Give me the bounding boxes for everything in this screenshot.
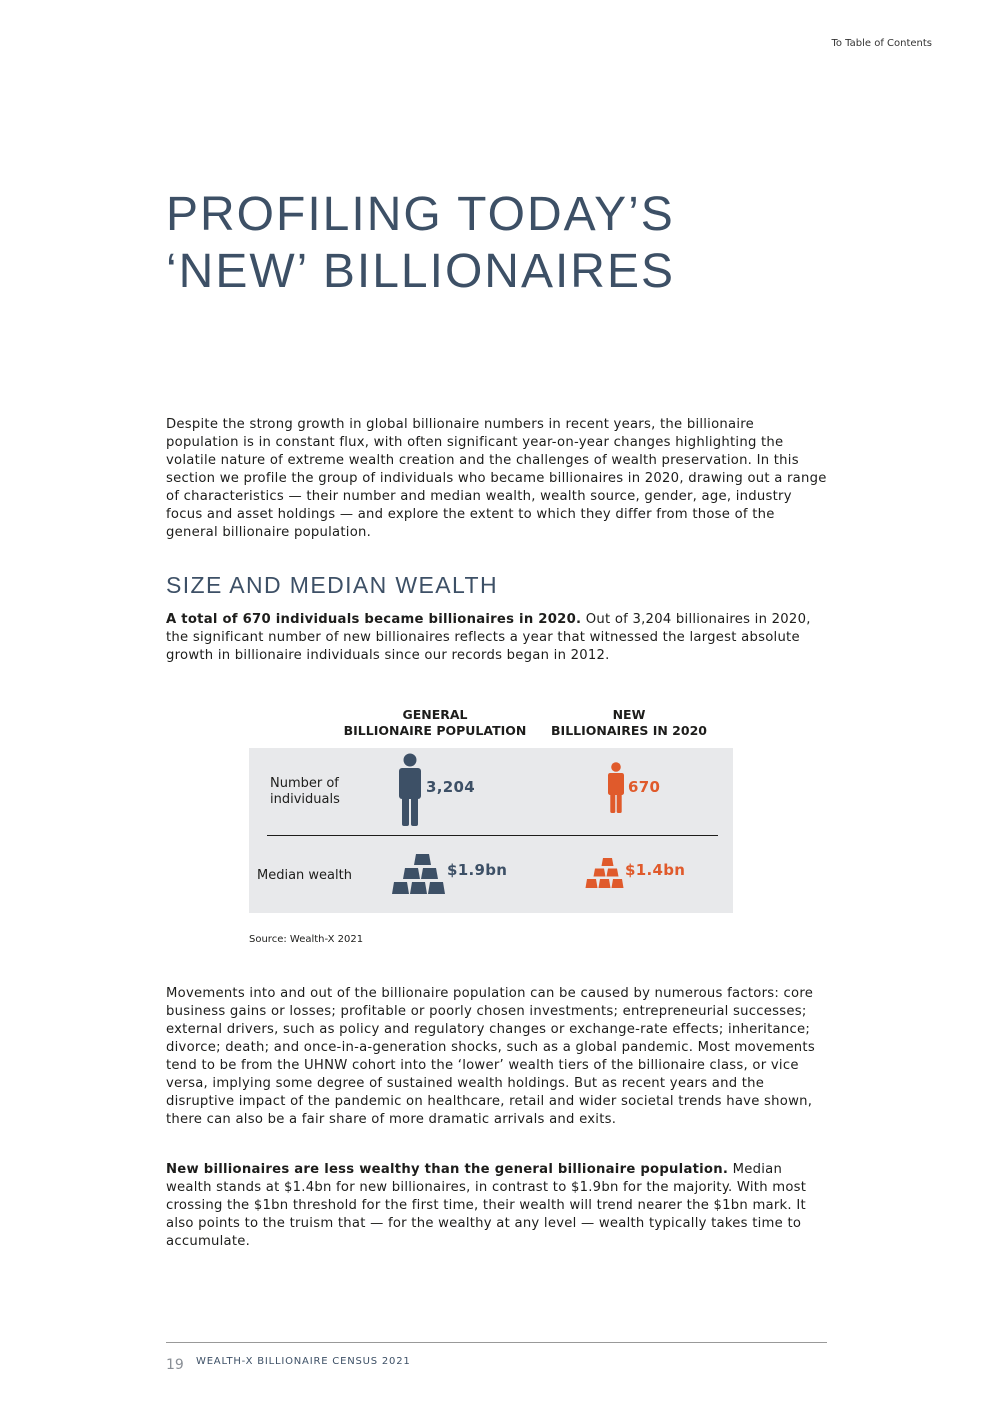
gold-bars-icon — [585, 857, 629, 890]
page-number: 19 — [166, 1357, 184, 1373]
row-label-line-1: Number of — [270, 776, 339, 791]
column-header-general-line-1: GENERAL — [402, 707, 468, 722]
footer-rule — [166, 1342, 827, 1343]
row-label-median-wealth: Median wealth — [257, 868, 352, 883]
infographic-divider — [267, 835, 718, 836]
row-label-number-of-individuals — [270, 776, 340, 808]
person-icon — [606, 761, 626, 814]
page-title-line-2: ‘NEW’ BILLIONAIRES — [166, 245, 675, 298]
lead-rest: Out of 3,204 billionaires in 2020, the significant number of new billionaires reflects a year that witnessed the largest absolute growth in billionaire individuals since our records began in 2012. — [166, 612, 811, 663]
column-header-new-line-2: BILLIONAIRES IN 2020 — [551, 723, 707, 738]
page-title-line-1: PROFILING TODAY’S — [166, 188, 675, 241]
body-paragraph-median-wealth — [166, 1161, 828, 1251]
body-paragraph-movements: Movements into and out of the billionaire population can be caused by numerous factors: core business gains or losses; profitable or poorly chosen investments; entrepreneurial successes; external drivers, such as policy and regulatory changes or exchange-rate effects; inheritance; divorce; death; and once-in-a-generation shocks, such as a global pandemic. Most movements tend to be from the UHNW cohort into the ‘lower’ wealth tiers of the billionaire class, or vice versa, implying some degree of sustained wealth holdings. But as recent years and the disruptive impact of the pandemic on healthcare, retail and wider societal trends have shown, there can also be a fair share of more dramatic arrivals and exits. — [166, 986, 815, 1127]
general-count-value: 3,204 — [426, 778, 475, 796]
section-heading: SIZE AND MEDIAN WEALTH — [166, 572, 498, 598]
lead-paragraph — [166, 611, 828, 665]
column-header-general-line-2: BILLIONAIRE POPULATION — [343, 723, 527, 738]
column-header-new — [549, 707, 709, 739]
person-icon — [396, 752, 424, 827]
footer-publication-title: WEALTH-X BILLIONAIRE CENSUS 2021 — [196, 1356, 411, 1367]
row-label-line-2: individuals — [270, 792, 340, 807]
gold-bars-icon — [391, 852, 451, 896]
intro-paragraph: Despite the strong growth in global billionaire numbers in recent years, the billionaire population is in constant flux, with often significant year-on-year changes highlighting the volatile nature of extreme wealth creation and the challenges of wealth preservation. In this section we profile the group of individuals who became billionaires in 2020, drawing out a range of characteristics — their number and median wealth, wealth source, gender, age, industry focus and asset holdings — and explore the extent to which they differ from those of the general billionaire population. — [166, 417, 827, 540]
infographic-panel — [249, 748, 733, 913]
source-note: Source: Wealth-X 2021 — [249, 934, 364, 945]
table-of-contents-link[interactable]: To Table of Contents — [831, 38, 932, 49]
column-header-new-line-1: NEW — [612, 707, 646, 722]
body3-bold: New billionaires are less wealthy than the general billionaire population. — [166, 1162, 729, 1177]
lead-bold: A total of 670 individuals became billionaires in 2020. — [166, 612, 582, 627]
general-median-value: $1.9bn — [447, 861, 508, 879]
page-title — [166, 186, 675, 300]
new-median-value: $1.4bn — [625, 861, 686, 879]
new-count-value: 670 — [628, 778, 661, 796]
column-header-general — [340, 707, 530, 739]
body3-rest: Median wealth stands at $1.4bn for new billionaires, in contrast to $1.9bn for the majority. With most crossing the $1bn threshold for the first time, their wealth will trend nearer the $1bn mark. It also points to the truism that — for the wealthy at any level — wealth typically takes time to accumulate. — [166, 1162, 807, 1249]
